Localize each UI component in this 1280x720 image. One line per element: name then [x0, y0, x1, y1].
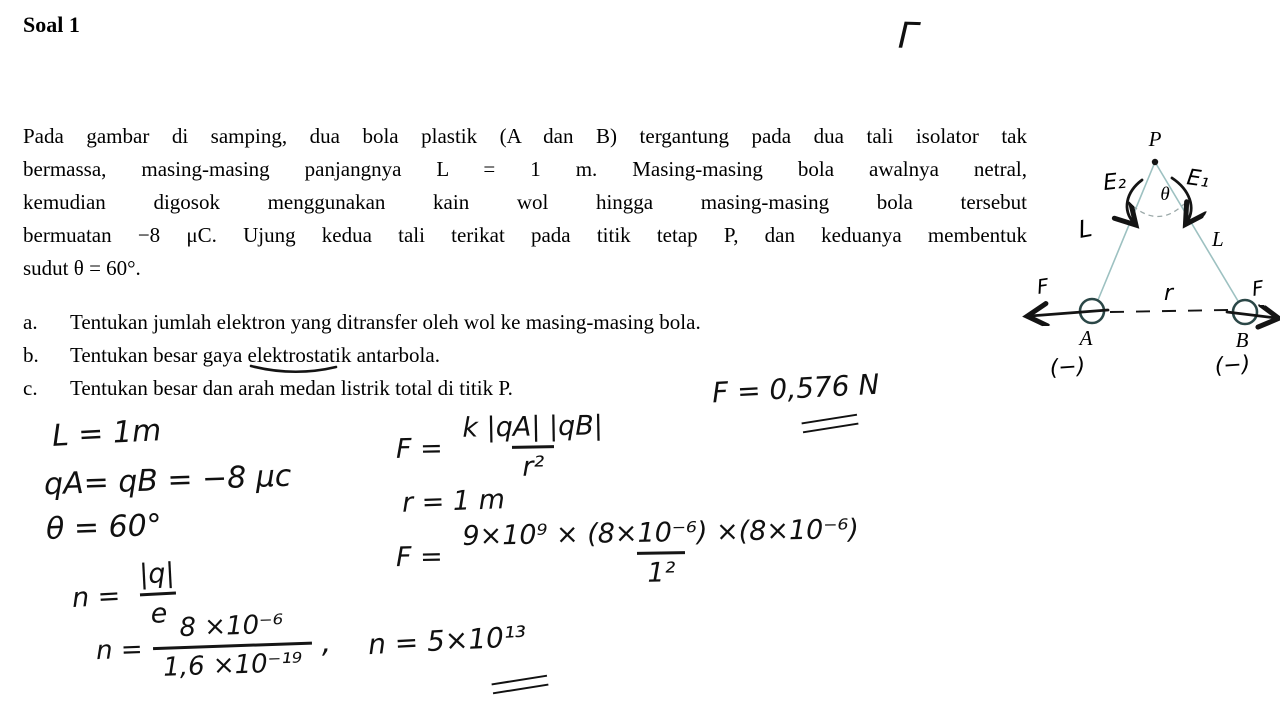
list-text: Tentukan jumlah elektron yang ditransfer oleh wol ke masing-masing bola.: [70, 310, 701, 334]
hw-force-result: F = 0,576 N: [711, 367, 881, 410]
hw-n2-denominator: 1,6 ×10⁻¹⁹: [153, 642, 313, 684]
hw-given-length: L = 1m: [51, 413, 163, 454]
charge-b-label: (−): [1213, 351, 1252, 380]
hw-force-substitution: [395, 514, 869, 593]
string-right-label: L: [1212, 227, 1224, 251]
double-underline-electrons: [491, 675, 548, 695]
hw-f-fraction: [452, 410, 614, 484]
pivot-point: [1152, 159, 1158, 165]
hw-n-numerator: |q|: [138, 557, 176, 591]
pendulum-diagram: [1020, 108, 1280, 400]
paragraph-line: Pada gambar di samping, dua bola plastik (A dan B) tergantung pada dua tali isolator tak: [23, 124, 1027, 148]
hw-n-lhs: n =: [71, 580, 122, 614]
hw-n2-fraction: [151, 609, 312, 684]
hw-electron-result: n = 5×10¹³: [367, 619, 528, 662]
list-label: b.: [23, 343, 39, 367]
double-underline-force: [801, 414, 858, 434]
paragraph-line: kemudian digosok menggunakan kain wol hingga masing-masing bola tersebut: [23, 190, 1027, 214]
hw-given-angle: θ = 60°: [45, 507, 163, 548]
hw-f2-lhs: F =: [395, 541, 444, 574]
pivot-label: P: [1148, 127, 1162, 151]
hw-f2-denominator: 1²: [637, 551, 686, 589]
handwritten-r-mark: Γ: [897, 15, 919, 58]
list-text: Tentukan besar gaya elektrostatik antarbola.: [70, 343, 440, 367]
field-arrow-left: [1127, 180, 1142, 223]
field-left-label: E₂: [1102, 168, 1128, 196]
hw-force-formula: [395, 410, 613, 485]
hw-comma: ,: [320, 624, 332, 661]
hw-electron-substitution: [95, 608, 332, 685]
force-left-label: F: [1035, 273, 1051, 299]
list-label: a.: [23, 310, 38, 334]
handwritten-underline: [248, 361, 340, 379]
hw-n-denominator: e: [140, 592, 179, 631]
field-right-label: E₁: [1185, 165, 1212, 194]
list-label: c.: [23, 376, 38, 400]
hw-given-charges: qA= qB = −8 μc: [43, 458, 292, 503]
ball-a-label: A: [1079, 326, 1093, 350]
hw-f-numerator: k |qA| |qB|: [462, 410, 604, 444]
hw-f2-fraction: [452, 514, 870, 592]
string-left-label: L: [1076, 214, 1095, 244]
hw-f-lhs: F =: [395, 433, 444, 465]
separation-line: [1110, 310, 1228, 312]
hw-n2-numerator: 8 ×10⁻⁶: [178, 609, 284, 644]
hw-f2-numerator: 9×10⁹ × (8×10⁻⁶) ×(8×10⁻⁶): [462, 514, 860, 552]
paragraph-line: bermuatan −8 μC. Ujung kedua tali terikat pada titik tetap P, dan keduanya membentuk: [23, 223, 1027, 247]
separation-label: r: [1164, 281, 1174, 306]
angle-arc: [1133, 204, 1184, 217]
force-right-label: F: [1250, 275, 1266, 301]
charge-a-label: (−): [1048, 353, 1087, 382]
hw-n2-lhs: n =: [95, 633, 144, 666]
list-text: Tentukan besar dan arah medan listrik total di titik P.: [70, 376, 513, 400]
hw-force-distance: r = 1 m: [401, 484, 506, 519]
paragraph-line: sudut θ = 60°.: [23, 256, 141, 280]
ball-b-label: B: [1235, 328, 1249, 352]
hw-f-denominator: r²: [512, 445, 555, 483]
list-item-a: [23, 306, 1027, 339]
page-title: Soal 1: [23, 12, 80, 37]
paragraph-line: bermassa, masing-masing panjangnya L = 1 m. Masing-masing bola awalnya netral,: [23, 157, 1027, 181]
angle-label: θ: [1160, 184, 1170, 205]
